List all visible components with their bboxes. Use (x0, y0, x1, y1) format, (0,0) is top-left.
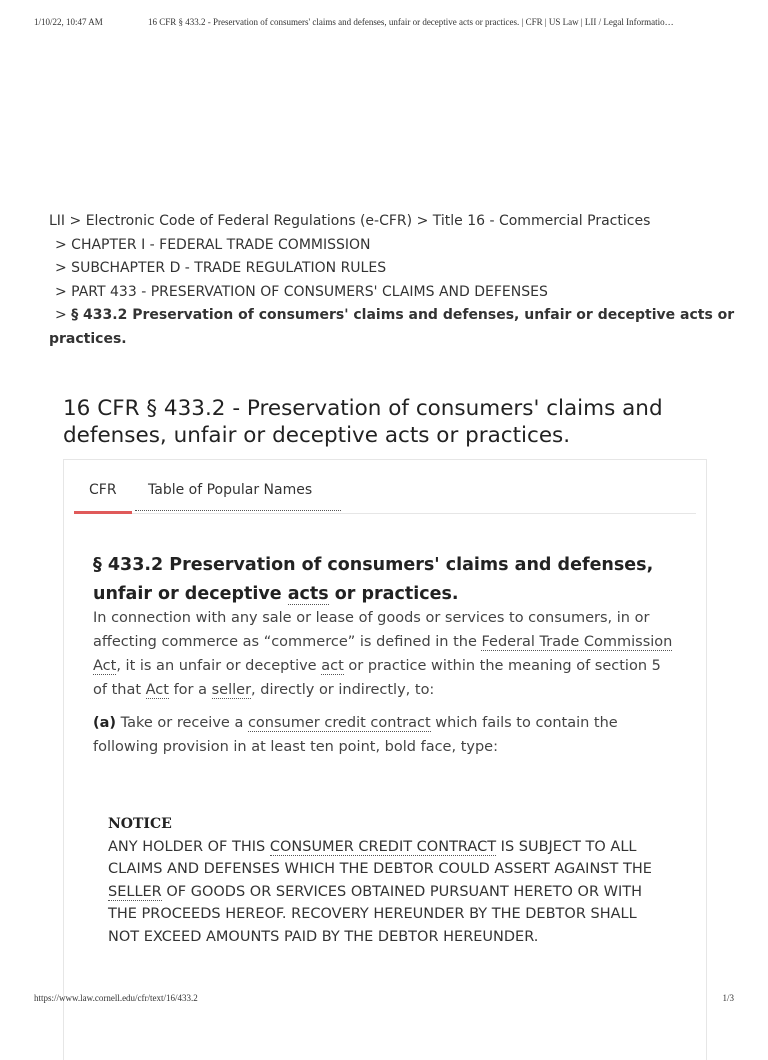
page-title: 16 CFR § 433.2 - Preservation of consumers' claims and defenses, unfair or deceptive acts or practices. (63, 396, 663, 448)
notice-block (108, 813, 668, 948)
section-heading (93, 551, 693, 609)
tab-cfr[interactable]: CFR (89, 482, 117, 498)
breadcrumb-part[interactable]: > PART 433 - PRESERVATION OF CONSUMERS' CLAIMS AND DEFENSES (55, 283, 548, 300)
intro-text-3: or practice within the meaning of section 5 of that (93, 658, 661, 698)
breadcrumb-chapter[interactable]: > CHAPTER I - FEDERAL TRADE COMMISSION (55, 236, 371, 253)
intro-text-2: , it is an unfair or deceptive (116, 658, 322, 674)
print-datetime: 1/10/22, 10:47 AM (34, 17, 103, 27)
breadcrumb (49, 210, 739, 351)
paragraph-a-text-2: which fails to contain the following provision in at least ten point, bold face, type: (93, 715, 618, 755)
breadcrumb-ecfr[interactable]: > Electronic Code of Federal Regulations (e-CFR) (65, 213, 417, 229)
breadcrumb-lii[interactable]: LII (49, 213, 66, 229)
content-card (63, 459, 707, 1060)
intro-text-4: for a (168, 682, 212, 698)
print-page-title: 16 CFR § 433.2 - Preservation of consumers' claims and defenses, unfair or deceptive acts or practices. | CFR | US Law | LII / Legal Informatio… (148, 17, 674, 27)
notice-text-1: ANY HOLDER OF THIS (108, 838, 270, 855)
definition-link-act-2[interactable]: Act (145, 682, 169, 698)
intro-text-5: , directly or indirectly, to: (251, 682, 435, 698)
breadcrumb-first-line (49, 210, 739, 234)
breadcrumb-title-16[interactable]: > Title 16 - Commercial Practices (416, 213, 651, 229)
notice-text-2: IS SUBJECT TO ALL CLAIMS AND DEFENSES WHICH THE DEBTOR COULD ASSERT AGAINST THE (108, 838, 652, 877)
definition-link-seller[interactable]: seller (211, 682, 252, 698)
definition-link-consumer-credit-contract[interactable]: consumer credit contract (247, 715, 431, 731)
breadcrumb-subchapter[interactable]: > SUBCHAPTER D - TRADE REGULATION RULES (55, 260, 387, 276)
section-heading-prefix: § 433.2 Preservation of consumers' claims and defenses, unfair or deceptive (93, 555, 654, 604)
definition-link-act[interactable]: act (321, 658, 344, 674)
breadcrumb-current (49, 304, 739, 351)
breadcrumb-separator: > (55, 307, 72, 323)
tab-popular-names[interactable]: Table of Popular Names (148, 482, 313, 498)
intro-paragraph (93, 606, 673, 702)
tab-bar (74, 480, 696, 514)
paragraph-a-label: (a) (93, 715, 117, 731)
breadcrumb-current-label: § 433.2 Preservation of consumers' claims and defenses, unfair or deceptive acts or practices. (49, 307, 735, 347)
paragraph-a-text-1: Take or receive a (116, 715, 248, 731)
definition-link-acts[interactable]: acts (287, 584, 329, 604)
print-header (34, 17, 734, 27)
print-footer (34, 993, 734, 1003)
section-heading-suffix: or practices. (328, 584, 459, 604)
active-tab-indicator (74, 511, 132, 514)
print-page-number: 1/3 (722, 993, 734, 1003)
print-url: https://www.law.cornell.edu/cfr/text/16/433.2 (34, 993, 198, 1003)
link-ftc-act[interactable]: Federal Trade Commission Act (93, 634, 673, 674)
notice-text-3: OF GOODS OR SERVICES OBTAINED PURSUANT HERETO OR WITH THE PROCEEDS HEREOF. RECOVERY HEREUNDER BY THE DEBTOR SHALL NOT EXCEED AMOUNTS PAID BY THE DEBTOR HEREUNDER. (108, 883, 643, 945)
notice-title: NOTICE (108, 816, 172, 832)
notice-link-consumer-credit-contract[interactable]: CONSUMER CREDIT CONTRACT (269, 838, 497, 855)
intro-text-1: In connection with any sale or lease of goods or services to consumers, in or affecting commerce as “commerce” is defined in the (93, 610, 650, 650)
paragraph-a (93, 711, 673, 759)
notice-link-seller[interactable]: SELLER (108, 883, 162, 900)
tab-popular-names-underline (135, 510, 341, 511)
